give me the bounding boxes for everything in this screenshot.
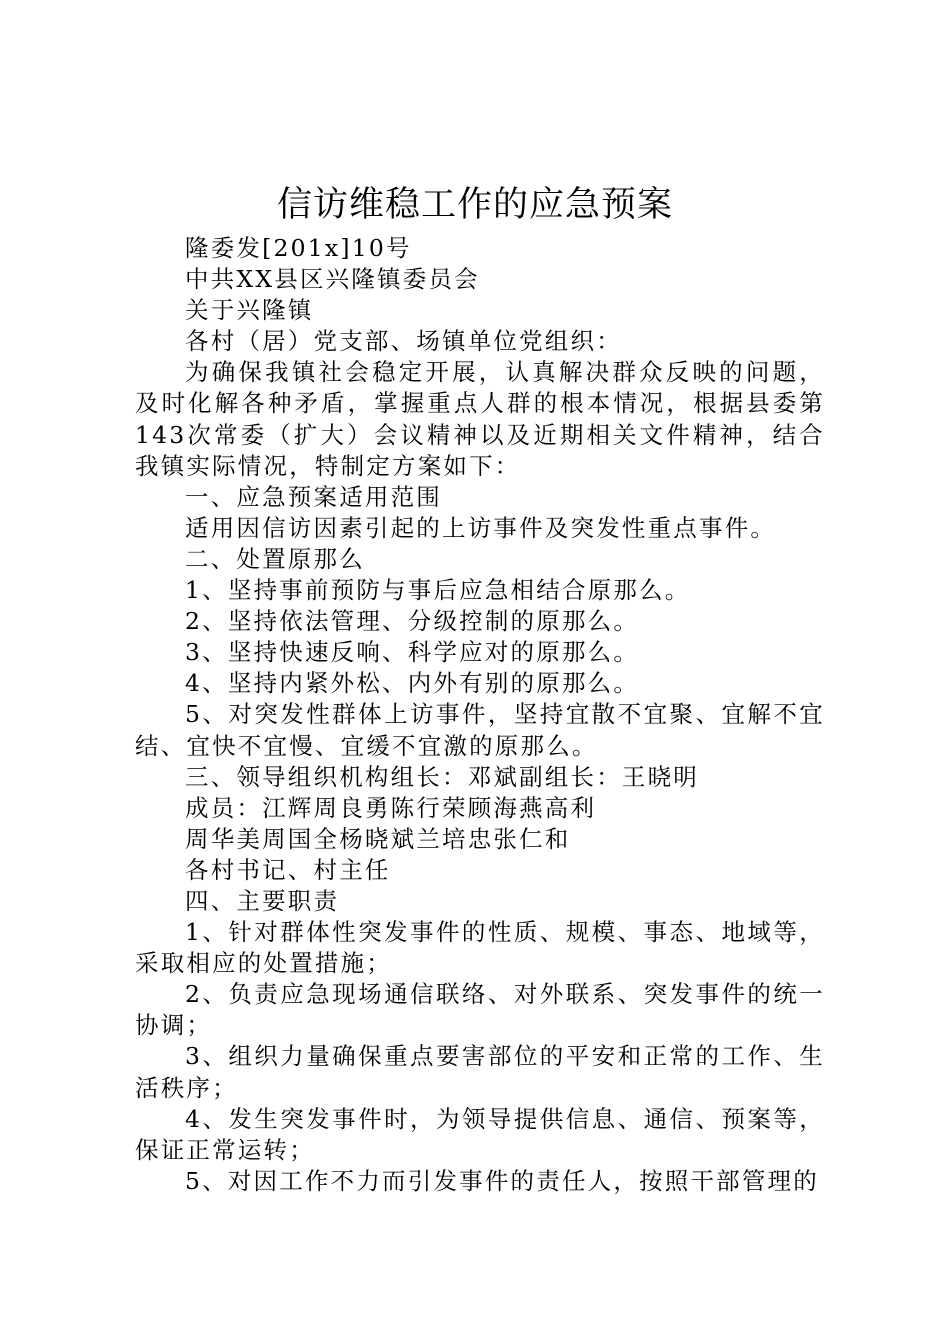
duty-item: 4、发生突发事件时，为领导提供信息、通信、预案等，保证正常运转； bbox=[135, 1104, 825, 1164]
duty-item: 3、组织力量确保重点要害部位的平安和正常的工作、生活秩序； bbox=[135, 1042, 825, 1102]
members-line: 周华美周国全杨晓斌兰培忠张仁和 bbox=[185, 824, 571, 853]
duty-item: 5、对因工作不力而引发事件的责任人，按照干部管理的 bbox=[185, 1166, 819, 1195]
paragraph-intro: 为确保我镇社会稳定开展，认真解决群众反映的问题，及时化解各种矛盾，掌握重点人群的根本情况，根据县委第143次常委（扩大）会议精神以及近期相关文件精神，结合我镇实际情况，特制定方案如下： bbox=[135, 358, 825, 480]
duty-item: 1、针对群体性突发事件的性质、规模、事态、地域等，采取相应的处置措施； bbox=[135, 918, 825, 978]
paragraph-scope: 适用因信访因素引起的上访事件及突发性重点事件。 bbox=[185, 513, 777, 542]
principle-item: 3、坚持快速反响、科学应对的原那么。 bbox=[185, 638, 640, 667]
principle-item: 2、坚持依法管理、分级控制的原那么。 bbox=[185, 607, 640, 636]
section-heading-duties: 四、主要职责 bbox=[185, 886, 340, 915]
paragraph-issuer: 中共XX县区兴隆镇委员会 bbox=[185, 265, 480, 294]
members-line: 成员：江辉周良勇陈行荣顾海燕高利 bbox=[185, 793, 597, 822]
document-body bbox=[135, 233, 825, 1197]
document-title: 信访维稳工作的应急预案 bbox=[276, 185, 673, 225]
paragraph-addressee: 各村（居）党支部、场镇单位党组织： bbox=[185, 327, 622, 356]
section-heading-principles: 二、处置原那么 bbox=[185, 544, 365, 573]
paragraph-doc-number: 隆委发[201x]10号 bbox=[185, 234, 412, 262]
section-heading-leadership: 三、领导组织机构组长：邓斌副组长：王晓明 bbox=[185, 762, 699, 791]
principle-item: 1、坚持事前预防与事后应急相结合原那么。 bbox=[185, 576, 691, 605]
duty-item: 2、负责应急现场通信联络、对外联系、突发事件的统一协调； bbox=[135, 980, 825, 1040]
members-line: 各村书记、村主任 bbox=[185, 855, 391, 884]
paragraph-subject: 关于兴隆镇 bbox=[185, 296, 314, 325]
section-heading-scope: 一、应急预案适用范围 bbox=[185, 482, 442, 511]
principle-item: 4、坚持内紧外松、内外有别的原那么。 bbox=[185, 669, 640, 698]
principle-item: 5、对突发性群体上访事件，坚持宜散不宜聚、宜解不宜结、宜快不宜慢、宜缓不宜激的原那么。 bbox=[135, 700, 825, 760]
